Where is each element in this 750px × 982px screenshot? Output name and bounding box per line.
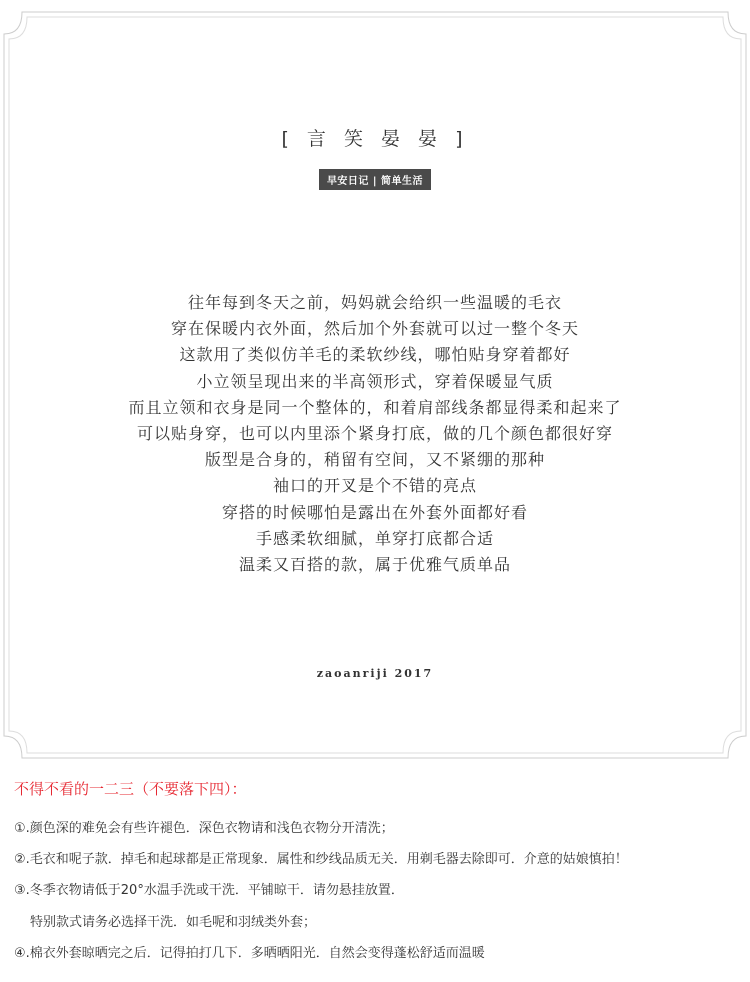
tag-badge: 早安日记 | 简单生活 — [319, 169, 431, 190]
care-item: 特别款式请务必选择干洗．如毛呢和羽绒类外套； — [30, 915, 317, 930]
care-item: ②.毛衣和呢子款．掉毛和起球都是正常现象．属性和纱线品质无关．用剃毛器去除即可．介意的姑娘慎拍！ — [14, 852, 628, 867]
description-line: 可以贴身穿，也可以内里添个紧身打底，做的几个颜色都很好穿 — [136, 424, 613, 444]
description-line: 往年每到冬天之前，妈妈就会给织一些温暖的毛衣 — [187, 293, 562, 312]
description-line: 穿搭的时候哪怕是露出在外套外面都好看 — [221, 502, 528, 522]
brand-title: [ 言 笑 晏 晏 ] — [281, 128, 469, 150]
description-line: 袖口的开叉是个不错的亮点 — [272, 476, 477, 496]
care-item: ③.冬季衣物请低于20°水温手洗或干洗．平铺晾干．请勿悬挂放置． — [14, 883, 404, 898]
description-line: 手感柔软细腻，单穿打底都合适 — [255, 528, 494, 548]
description-line: 温柔又百搭的款，属于优雅气质单品 — [238, 555, 511, 575]
care-item: ④.棉衣外套晾晒完之后．记得拍打几下．多晒晒阳光．自然会变得蓬松舒适而温暖 — [14, 946, 485, 961]
product-description — [0, 290, 750, 578]
care-title: 不得不看的一二三（不要落下四）： — [14, 780, 247, 798]
signature: zaoanriji 2017 — [316, 667, 434, 680]
description-line: 小立领呈现出来的半高领形式，穿着保暖显气质 — [196, 371, 554, 391]
description-line: 穿在保暖内衣外面，然后加个外套就可以过一整个冬天 — [170, 319, 579, 339]
description-line: 版型是合身的，稍留有空间，又不紧绷的那种 — [204, 450, 545, 470]
description-line: 这款用了类似仿羊毛的柔软纱线，哪怕贴身穿着都好 — [179, 345, 571, 365]
description-line: 而且立领和衣身是同一个整体的，和着肩部线条都显得柔和起来了 — [128, 397, 622, 417]
care-item: ①.颜色深的难免会有些许褪色．深色衣物请和浅色衣物分开清洗； — [14, 821, 394, 836]
